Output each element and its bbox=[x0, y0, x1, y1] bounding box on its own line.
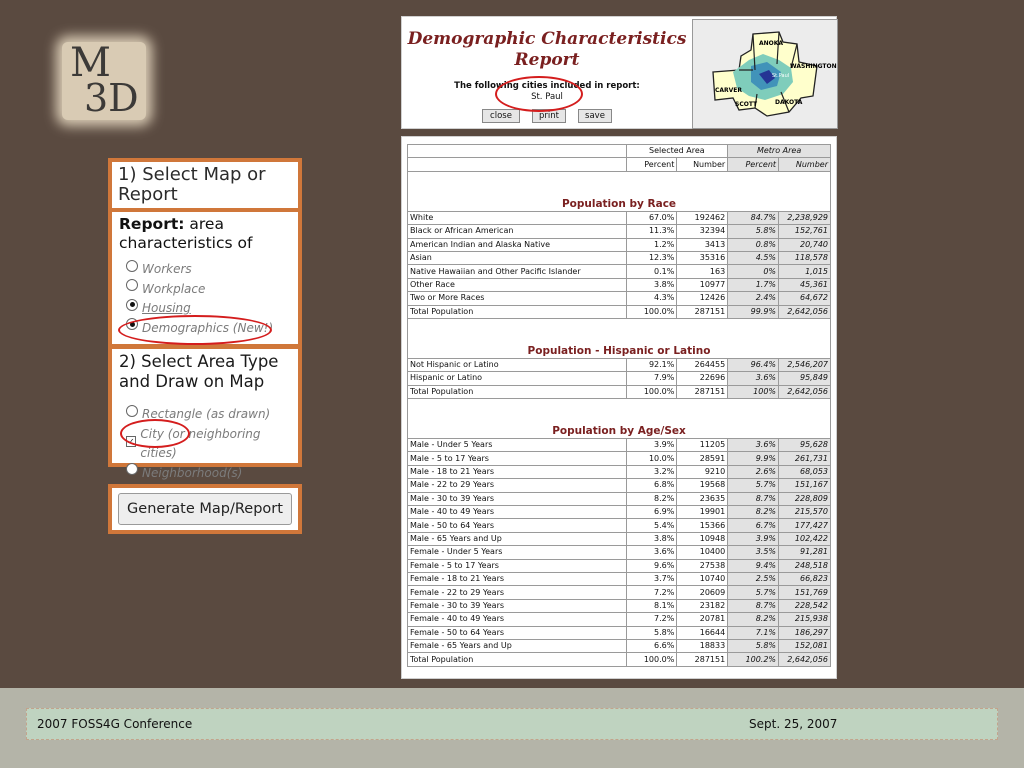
row-label: Female - 18 to 21 Years bbox=[408, 572, 627, 585]
row-metro-number: 2,642,056 bbox=[779, 305, 831, 318]
row-label: Female - 30 to 39 Years bbox=[408, 599, 627, 612]
row-percent: 1.2% bbox=[626, 238, 677, 251]
row-percent: 6.9% bbox=[626, 506, 677, 519]
report-table-panel bbox=[401, 136, 837, 679]
report-title-line2: Report bbox=[514, 50, 580, 70]
row-number: 3413 bbox=[677, 238, 728, 251]
row-metro-percent: 3.9% bbox=[728, 532, 779, 545]
row-label: Total Population bbox=[408, 305, 627, 318]
row-metro-number: 66,823 bbox=[779, 572, 831, 585]
row-metro-number: 91,281 bbox=[779, 546, 831, 559]
row-metro-percent: 9.4% bbox=[728, 559, 779, 572]
table-row bbox=[408, 532, 831, 545]
row-number: 11205 bbox=[677, 439, 728, 452]
row-percent: 8.1% bbox=[626, 599, 677, 612]
table-row bbox=[408, 465, 831, 478]
save-button[interactable]: save bbox=[578, 109, 612, 123]
row-metro-percent: 7.1% bbox=[728, 626, 779, 639]
table-row bbox=[408, 479, 831, 492]
row-number: 18833 bbox=[677, 639, 728, 652]
table-row bbox=[408, 251, 831, 264]
row-metro-percent: 5.7% bbox=[728, 479, 779, 492]
table-row bbox=[408, 452, 831, 465]
row-label: Male - 5 to 17 Years bbox=[408, 452, 627, 465]
option-rectangle[interactable] bbox=[126, 405, 290, 425]
included-city: St. Paul bbox=[531, 92, 563, 102]
row-number: 9210 bbox=[677, 465, 728, 478]
row-metro-number: 2,642,056 bbox=[779, 653, 831, 666]
row-percent: 0.1% bbox=[626, 265, 677, 278]
row-metro-number: 177,427 bbox=[779, 519, 831, 532]
row-metro-number: 2,238,929 bbox=[779, 211, 831, 224]
subheader-metro-percent: Percent bbox=[728, 158, 779, 171]
option-housing[interactable] bbox=[126, 299, 290, 319]
option-demographics[interactable] bbox=[126, 319, 290, 339]
row-label: Female - 5 to 17 Years bbox=[408, 559, 627, 572]
row-number: 264455 bbox=[677, 358, 728, 371]
row-label: Two or More Races bbox=[408, 292, 627, 305]
row-number: 163 bbox=[677, 265, 728, 278]
row-percent: 8.2% bbox=[626, 492, 677, 505]
row-metro-percent: 1.7% bbox=[728, 278, 779, 291]
row-label: Total Population bbox=[408, 653, 627, 666]
option-neighborhood-label: Neighborhood(s) bbox=[142, 465, 243, 480]
row-number: 35316 bbox=[677, 251, 728, 264]
row-percent: 4.3% bbox=[626, 292, 677, 305]
row-metro-number: 261,731 bbox=[779, 452, 831, 465]
row-metro-number: 45,361 bbox=[779, 278, 831, 291]
row-metro-number: 95,849 bbox=[779, 372, 831, 385]
row-number: 10400 bbox=[677, 546, 728, 559]
row-percent: 3.8% bbox=[626, 532, 677, 545]
row-percent: 7.2% bbox=[626, 613, 677, 626]
checkbox-checked-icon[interactable]: ✓ bbox=[127, 436, 135, 446]
row-percent: 3.9% bbox=[626, 439, 677, 452]
footer-conference: 2007 FOSS4G Conference bbox=[37, 717, 193, 731]
row-metro-number: 102,422 bbox=[779, 532, 831, 545]
row-number: 23182 bbox=[677, 599, 728, 612]
subheader-percent: Percent bbox=[626, 158, 677, 171]
option-neighborhood[interactable] bbox=[126, 464, 290, 484]
row-label: Male - 65 Years and Up bbox=[408, 532, 627, 545]
radio-icon[interactable] bbox=[126, 299, 138, 311]
table-row bbox=[408, 265, 831, 278]
row-percent: 100.0% bbox=[626, 653, 677, 666]
row-metro-number: 215,938 bbox=[779, 613, 831, 626]
section-title-row bbox=[408, 171, 831, 211]
subheader-blank-cell bbox=[408, 158, 627, 171]
row-percent: 9.6% bbox=[626, 559, 677, 572]
row-label: Male - 22 to 29 Years bbox=[408, 479, 627, 492]
row-label: Female - 40 to 49 Years bbox=[408, 613, 627, 626]
row-percent: 10.0% bbox=[626, 452, 677, 465]
row-metro-number: 248,518 bbox=[779, 559, 831, 572]
table-row bbox=[408, 278, 831, 291]
section-title: Population by Race bbox=[408, 171, 831, 211]
row-metro-percent: 8.7% bbox=[728, 599, 779, 612]
subheader-metro-number: Number bbox=[779, 158, 831, 171]
row-number: 10740 bbox=[677, 572, 728, 585]
row-label: Total Population bbox=[408, 385, 627, 398]
row-number: 287151 bbox=[677, 385, 728, 398]
row-number: 32394 bbox=[677, 225, 728, 238]
area-type-panel bbox=[108, 345, 302, 480]
row-metro-percent: 2.6% bbox=[728, 465, 779, 478]
option-workers[interactable] bbox=[126, 260, 290, 280]
table-row bbox=[408, 506, 831, 519]
logo-m: M bbox=[70, 40, 111, 86]
row-label: Other Race bbox=[408, 278, 627, 291]
row-label: Female - 50 to 64 Years bbox=[408, 626, 627, 639]
included-cities-label: The following cities included in report: bbox=[454, 81, 640, 91]
section-title-row bbox=[408, 318, 831, 358]
table-row bbox=[408, 519, 831, 532]
option-workplace-label: Workplace bbox=[142, 281, 206, 296]
row-metro-percent: 8.2% bbox=[728, 613, 779, 626]
row-percent: 5.4% bbox=[626, 519, 677, 532]
table-row bbox=[408, 492, 831, 505]
row-label: Female - 22 to 29 Years bbox=[408, 586, 627, 599]
row-metro-number: 151,769 bbox=[779, 586, 831, 599]
row-percent: 3.2% bbox=[626, 465, 677, 478]
table-row bbox=[408, 372, 831, 385]
map-label-stpaul: St.Paul bbox=[772, 73, 790, 79]
map-label-dakota: DAKOTA bbox=[775, 99, 803, 106]
table-row bbox=[408, 358, 831, 371]
option-city-label: City (or neighboring cities) bbox=[140, 426, 261, 460]
row-number: 19901 bbox=[677, 506, 728, 519]
section-title: Population - Hispanic or Latino bbox=[408, 318, 831, 358]
report-title bbox=[402, 29, 692, 71]
row-percent: 3.7% bbox=[626, 572, 677, 585]
row-number: 20781 bbox=[677, 613, 728, 626]
row-metro-percent: 5.7% bbox=[728, 586, 779, 599]
row-label: Male - 50 to 64 Years bbox=[408, 519, 627, 532]
print-button[interactable]: print bbox=[532, 109, 566, 123]
row-percent: 3.6% bbox=[626, 546, 677, 559]
generate-panel bbox=[108, 484, 302, 534]
row-label: Female - 65 Years and Up bbox=[408, 639, 627, 652]
metro-map-thumbnail bbox=[692, 19, 838, 129]
row-number: 22696 bbox=[677, 372, 728, 385]
row-percent: 6.6% bbox=[626, 639, 677, 652]
row-label: Native Hawaiian and Other Pacific Islander bbox=[408, 265, 627, 278]
row-percent: 92.1% bbox=[626, 358, 677, 371]
row-number: 20609 bbox=[677, 586, 728, 599]
row-percent: 12.3% bbox=[626, 251, 677, 264]
row-metro-percent: 9.9% bbox=[728, 452, 779, 465]
row-label: American Indian and Alaska Native bbox=[408, 238, 627, 251]
row-metro-percent: 0% bbox=[728, 265, 779, 278]
row-metro-percent: 100.2% bbox=[728, 653, 779, 666]
report-header bbox=[401, 16, 837, 129]
footer-date: Sept. 25, 2007 bbox=[749, 717, 838, 731]
row-metro-percent: 2.5% bbox=[728, 572, 779, 585]
row-number: 10977 bbox=[677, 278, 728, 291]
table-row bbox=[408, 439, 831, 452]
row-label: Black or African American bbox=[408, 225, 627, 238]
option-rectangle-label: Rectangle (as drawn) bbox=[142, 407, 271, 421]
header-blank-cell bbox=[408, 145, 627, 158]
row-number: 16644 bbox=[677, 626, 728, 639]
row-metro-percent: 3.6% bbox=[728, 372, 779, 385]
option-workers-label: Workers bbox=[142, 262, 192, 276]
row-number: 192462 bbox=[677, 211, 728, 224]
row-metro-number: 152,761 bbox=[779, 225, 831, 238]
table-row bbox=[408, 225, 831, 238]
row-metro-percent: 3.6% bbox=[728, 439, 779, 452]
step2-title: 2) Select Area Type and Draw on Map bbox=[119, 352, 279, 391]
report-title-line1: Demographic Characteristics bbox=[407, 29, 687, 49]
row-percent: 11.3% bbox=[626, 225, 677, 238]
row-label: Male - 30 to 39 Years bbox=[408, 492, 627, 505]
map-label-scott: SCOTT bbox=[735, 101, 758, 108]
map-label-washington: WASHINGTON bbox=[790, 63, 837, 70]
row-label: Hispanic or Latino bbox=[408, 372, 627, 385]
row-percent: 67.0% bbox=[626, 211, 677, 224]
row-metro-percent: 99.9% bbox=[728, 305, 779, 318]
row-metro-percent: 2.4% bbox=[728, 292, 779, 305]
row-metro-percent: 4.5% bbox=[728, 251, 779, 264]
row-metro-percent: 3.5% bbox=[728, 546, 779, 559]
table-row bbox=[408, 292, 831, 305]
row-metro-number: 152,081 bbox=[779, 639, 831, 652]
radio-icon[interactable] bbox=[126, 463, 138, 475]
row-metro-percent: 5.8% bbox=[728, 225, 779, 238]
close-button[interactable]: close bbox=[482, 109, 520, 123]
row-number: 287151 bbox=[677, 305, 728, 318]
row-metro-number: 2,642,056 bbox=[779, 385, 831, 398]
row-metro-number: 151,167 bbox=[779, 479, 831, 492]
option-housing-label: Housing bbox=[142, 301, 191, 315]
row-number: 15366 bbox=[677, 519, 728, 532]
subheader-number: Number bbox=[677, 158, 728, 171]
step1-panel bbox=[108, 158, 302, 212]
table-row bbox=[408, 211, 831, 224]
table-row bbox=[408, 546, 831, 559]
row-percent: 100.0% bbox=[626, 385, 677, 398]
table-row bbox=[408, 305, 831, 318]
radio-icon[interactable] bbox=[126, 405, 138, 417]
section-title: Population by Age/Sex bbox=[408, 399, 831, 439]
row-metro-number: 228,809 bbox=[779, 492, 831, 505]
row-label: Male - Under 5 Years bbox=[408, 439, 627, 452]
report-type-heading bbox=[112, 212, 298, 256]
table-row bbox=[408, 559, 831, 572]
logo-3d: 3D bbox=[84, 76, 139, 120]
option-city[interactable] bbox=[126, 425, 290, 464]
section-title-row bbox=[408, 399, 831, 439]
radio-selected-icon[interactable] bbox=[126, 318, 138, 330]
table-row bbox=[408, 613, 831, 626]
table-row bbox=[408, 626, 831, 639]
row-label: Asian bbox=[408, 251, 627, 264]
row-number: 287151 bbox=[677, 653, 728, 666]
row-label: Female - Under 5 Years bbox=[408, 546, 627, 559]
table-header-row bbox=[408, 145, 831, 158]
row-metro-number: 1,015 bbox=[779, 265, 831, 278]
row-number: 12426 bbox=[677, 292, 728, 305]
row-metro-percent: 8.7% bbox=[728, 492, 779, 505]
row-label: White bbox=[408, 211, 627, 224]
row-number: 27538 bbox=[677, 559, 728, 572]
row-label: Male - 18 to 21 Years bbox=[408, 465, 627, 478]
row-metro-percent: 100% bbox=[728, 385, 779, 398]
map-label-carver: CARVER bbox=[715, 87, 743, 94]
option-demographics-label: Demographics (New!) bbox=[142, 320, 274, 335]
row-metro-number: 95,628 bbox=[779, 439, 831, 452]
metro-map-graphic bbox=[693, 20, 837, 128]
row-percent: 5.8% bbox=[626, 626, 677, 639]
row-metro-percent: 8.2% bbox=[728, 506, 779, 519]
row-number: 10948 bbox=[677, 532, 728, 545]
option-workplace[interactable] bbox=[126, 280, 290, 300]
generate-map-report-button[interactable]: Generate Map/Report bbox=[118, 493, 292, 525]
header-selected-area: Selected Area bbox=[626, 145, 728, 158]
row-metro-percent: 96.4% bbox=[728, 358, 779, 371]
row-metro-percent: 5.8% bbox=[728, 639, 779, 652]
table-row bbox=[408, 639, 831, 652]
row-metro-number: 186,297 bbox=[779, 626, 831, 639]
row-percent: 7.9% bbox=[626, 372, 677, 385]
row-metro-number: 118,578 bbox=[779, 251, 831, 264]
row-label: Not Hispanic or Latino bbox=[408, 358, 627, 371]
footer-bar bbox=[26, 708, 998, 740]
map-label-anoka: ANOKA bbox=[759, 40, 784, 47]
report-label-rest: area characteristics of bbox=[119, 215, 253, 252]
table-row bbox=[408, 586, 831, 599]
table-row bbox=[408, 238, 831, 251]
slide-footer bbox=[0, 688, 1024, 768]
table-subheader-row bbox=[408, 158, 831, 171]
row-percent: 3.8% bbox=[626, 278, 677, 291]
row-metro-number: 215,570 bbox=[779, 506, 831, 519]
row-metro-number: 68,053 bbox=[779, 465, 831, 478]
header-metro-area: Metro Area bbox=[728, 145, 831, 158]
row-metro-percent: 6.7% bbox=[728, 519, 779, 532]
row-percent: 7.2% bbox=[626, 586, 677, 599]
row-metro-percent: 84.7% bbox=[728, 211, 779, 224]
row-number: 19568 bbox=[677, 479, 728, 492]
radio-icon[interactable] bbox=[126, 279, 138, 291]
report-label: Report: bbox=[119, 215, 185, 233]
row-metro-number: 64,672 bbox=[779, 292, 831, 305]
row-percent: 6.8% bbox=[626, 479, 677, 492]
row-percent: 100.0% bbox=[626, 305, 677, 318]
row-metro-number: 20,740 bbox=[779, 238, 831, 251]
step1-title: 1) Select Map or Report bbox=[118, 164, 266, 205]
row-number: 28591 bbox=[677, 452, 728, 465]
row-number: 23635 bbox=[677, 492, 728, 505]
report-type-panel bbox=[108, 208, 302, 348]
row-metro-percent: 0.8% bbox=[728, 238, 779, 251]
table-row bbox=[408, 653, 831, 666]
m3d-logo bbox=[62, 42, 146, 120]
row-label: Male - 40 to 49 Years bbox=[408, 506, 627, 519]
table-row bbox=[408, 385, 831, 398]
radio-icon[interactable] bbox=[126, 260, 138, 272]
table-row bbox=[408, 599, 831, 612]
demographics-table bbox=[407, 144, 831, 667]
row-metro-number: 228,542 bbox=[779, 599, 831, 612]
table-row bbox=[408, 572, 831, 585]
row-metro-number: 2,546,207 bbox=[779, 358, 831, 371]
